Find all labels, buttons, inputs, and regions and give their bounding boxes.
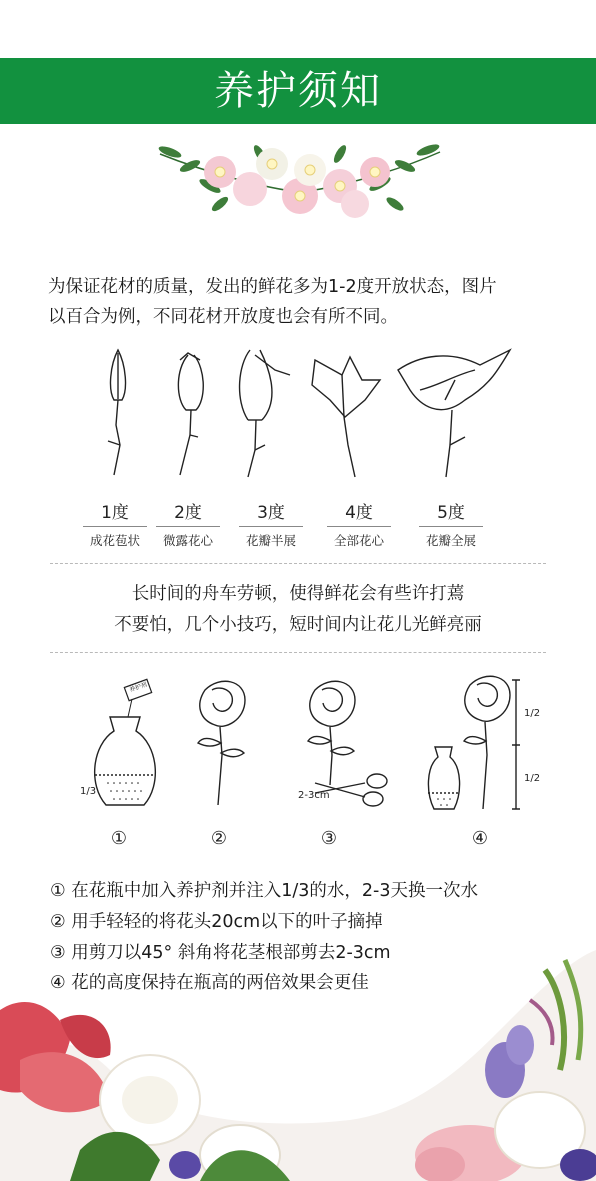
intro-line-1: 为保证花材的质量，发出的鲜花多为1-2度开放状态，图片 [48, 277, 497, 297]
stage-1-degree: 1度 [83, 498, 147, 527]
stage-5-degree: 5度 [419, 498, 483, 527]
bottom-flowers-image [0, 950, 596, 1181]
step-1: ① 在花瓶中加入养护剂并注入1/3的水，2-3天换一次水 [50, 881, 478, 901]
intro-paragraph [48, 272, 558, 332]
marker-3: ③ [320, 828, 338, 849]
cut-length-label: 2-3cm [298, 790, 330, 801]
divider-top [50, 563, 546, 564]
page-title: 养护须知 [214, 68, 382, 114]
stage-3 [226, 498, 316, 549]
stage-2-degree: 2度 [156, 498, 220, 527]
vase-tag-label: 养护剂 [128, 681, 149, 694]
tip-line-2: 不要怕，几个小技巧，短时间内让花儿光鲜亮丽 [114, 615, 482, 635]
step-2: ② 用手轻轻的将花头20cm以下的叶子摘掉 [50, 912, 383, 932]
marker-4: ④ [471, 828, 489, 849]
water-level-label: 1/3 [80, 786, 97, 797]
height-bottom-label: 1/2 [524, 773, 541, 784]
marker-2: ② [210, 828, 228, 849]
stage-5 [406, 498, 496, 549]
divider-bottom [50, 652, 546, 653]
step-3: ③ 用剪刀以45° 斜角将花茎根部剪去2-3cm [50, 943, 391, 963]
intro-line-2: 以百合为例，不同花材开放度也会有所不同。 [48, 307, 398, 327]
lily-stages-illustration [80, 345, 540, 485]
stage-3-degree: 3度 [239, 498, 303, 527]
height-top-label: 1/2 [524, 708, 541, 719]
stage-2 [143, 498, 233, 549]
stage-1-desc: 成花苞状 [89, 533, 140, 548]
stage-4 [314, 498, 404, 549]
stage-4-degree: 4度 [327, 498, 391, 527]
tip-line-1: 长时间的舟车劳顿，使得鲜花会有些许打蔫 [131, 584, 465, 604]
stage-2-desc: 微露花心 [162, 533, 213, 548]
step-4: ④ 花的高度保持在瓶高的两倍效果会更佳 [50, 973, 369, 993]
stage-3-desc: 花瓣半展 [245, 533, 296, 548]
stage-5-desc: 花瓣全展 [425, 533, 476, 548]
stage-4-desc: 全部花心 [333, 533, 384, 548]
marker-1: ① [110, 828, 128, 849]
flower-garland-image [150, 134, 450, 230]
